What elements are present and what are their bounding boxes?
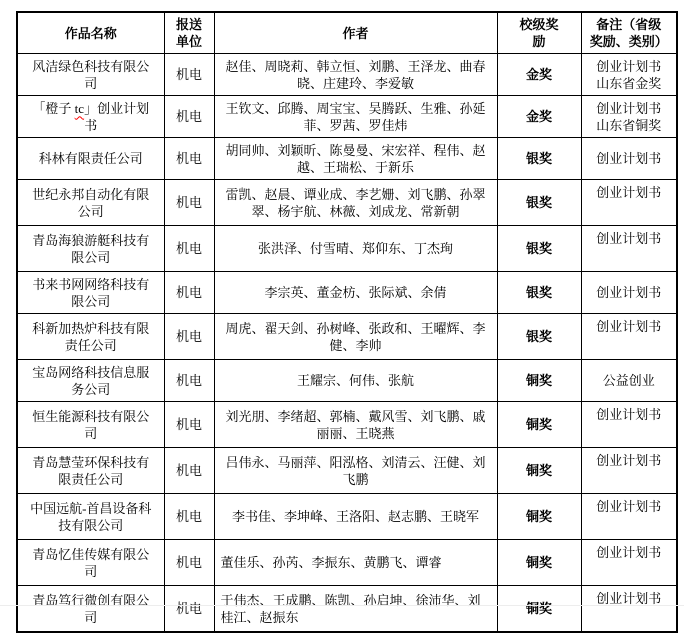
table-row bbox=[17, 360, 677, 402]
table-row bbox=[17, 586, 677, 633]
unit-cell: 机电 bbox=[164, 540, 214, 586]
work-name-cell: 青岛笃行微创有限公司 bbox=[17, 586, 164, 633]
authors-cell: 董佳乐、孙芮、李振东、黄鹏飞、谭睿 bbox=[214, 540, 497, 586]
header-line: 校级奖 bbox=[519, 17, 559, 32]
note-line: 山东省铜奖 bbox=[596, 117, 662, 133]
table-row bbox=[17, 402, 677, 448]
authors-cell: 胡同帅、刘颖昕、陈曼曼、宋宏祥、程伟、赵越、王瑞松、于新乐 bbox=[214, 138, 497, 180]
page-edge-divider bbox=[0, 605, 684, 606]
award-cell: 铜奖 bbox=[497, 402, 581, 448]
table-row bbox=[17, 96, 677, 138]
authors-cell: 赵佳、周晓莉、韩立恒、刘鹏、王泽龙、曲春晓、庄建玲、李爱敏 bbox=[214, 54, 497, 96]
authors-cell: 李书佳、李坤峰、王洛阳、赵志鹏、王晓军 bbox=[214, 494, 497, 540]
note-cell bbox=[581, 448, 677, 494]
award-cell: 铜奖 bbox=[497, 494, 581, 540]
authors-cell: 雷凯、赵晨、谭业成、李艺姗、刘飞鹏、孙翠翠、杨宇航、林薇、刘成龙、常新朝 bbox=[214, 180, 497, 226]
unit-cell: 机电 bbox=[164, 272, 214, 314]
unit-cell: 机电 bbox=[164, 96, 214, 138]
unit-cell: 机电 bbox=[164, 494, 214, 540]
authors-cell: 王耀宗、何伟、张航 bbox=[214, 360, 497, 402]
note-line: 创业计划书 bbox=[596, 453, 662, 468]
note-line: 创业计划书 bbox=[596, 319, 662, 334]
authors-cell: 吕伟永、马丽萍、阳泓格、刘清云、汪健、刘飞鹏 bbox=[214, 448, 497, 494]
work-name-cell: 恒生能源科技有限公司 bbox=[17, 402, 164, 448]
authors-cell: 李宗英、董金枋、张际斌、余倩 bbox=[214, 272, 497, 314]
header-line: 作者 bbox=[342, 25, 369, 41]
note-line: 创业计划书 bbox=[596, 545, 662, 560]
header-line: 备注（省级 bbox=[596, 17, 662, 32]
table-row bbox=[17, 180, 677, 226]
work-name-cell: 中国远航-首昌设备科技有限公司 bbox=[17, 494, 164, 540]
table-row bbox=[17, 272, 677, 314]
work-name-cell: 青岛忆佳传媒有限公司 bbox=[17, 540, 164, 586]
note-line: 创业计划书 bbox=[596, 58, 662, 74]
unit-cell: 机电 bbox=[164, 138, 214, 180]
note-line: 公益创业 bbox=[602, 373, 655, 388]
header-row bbox=[17, 12, 677, 54]
award-cell: 银奖 bbox=[497, 180, 581, 226]
note-cell bbox=[581, 272, 677, 314]
note-cell bbox=[581, 138, 677, 180]
note-cell bbox=[581, 402, 677, 448]
header-line: 奖励、类别） bbox=[589, 34, 668, 49]
work-name-part: 「橙子 bbox=[32, 100, 75, 116]
column-header-note bbox=[581, 12, 677, 54]
note-line: 创业计划书 bbox=[596, 100, 662, 116]
unit-cell: 机电 bbox=[164, 180, 214, 226]
unit-cell: 机电 bbox=[164, 54, 214, 96]
note-line: 创业计划书 bbox=[596, 231, 662, 246]
header-line: 单位 bbox=[175, 34, 202, 49]
header-line: 励 bbox=[532, 34, 546, 49]
note-line: 山东省金奖 bbox=[596, 75, 662, 91]
award-cell: 铜奖 bbox=[497, 586, 581, 633]
work-name-cell: 科林有限责任公司 bbox=[17, 138, 164, 180]
unit-cell: 机电 bbox=[164, 226, 214, 272]
work-name-cell: 宝岛网络科技信息服务公司 bbox=[17, 360, 164, 402]
spellcheck-marked-text: tc bbox=[74, 100, 85, 116]
table-row bbox=[17, 138, 677, 180]
note-cell bbox=[581, 96, 677, 138]
award-cell: 银奖 bbox=[497, 314, 581, 360]
note-line: 创业计划书 bbox=[596, 285, 662, 300]
authors-cell: 张洪泽、付雪晴、郑仰东、丁杰珣 bbox=[214, 226, 497, 272]
work-name-cell bbox=[17, 96, 164, 138]
note-cell bbox=[581, 494, 677, 540]
award-cell: 铜奖 bbox=[497, 540, 581, 586]
table-row bbox=[17, 540, 677, 586]
authors-cell: 周虎、翟天剑、孙树峰、张政和、王曜辉、李健、李帅 bbox=[214, 314, 497, 360]
award-cell: 银奖 bbox=[497, 226, 581, 272]
unit-cell: 机电 bbox=[164, 314, 214, 360]
table-row bbox=[17, 314, 677, 360]
note-cell bbox=[581, 54, 677, 96]
award-cell: 金奖 bbox=[497, 96, 581, 138]
work-name-part: 」创业计划书 bbox=[84, 100, 150, 133]
table-row bbox=[17, 494, 677, 540]
note-cell bbox=[581, 360, 677, 402]
authors-cell: 于伟杰、王成鹏、陈凯、孙启坤、徐沛华、刘桂江、赵振东 bbox=[214, 586, 497, 633]
column-header-school-award bbox=[497, 12, 581, 54]
work-name-cell: 科新加热炉科技有限责任公司 bbox=[17, 314, 164, 360]
awards-table bbox=[16, 11, 678, 633]
award-cell: 银奖 bbox=[497, 272, 581, 314]
note-cell bbox=[581, 586, 677, 633]
note-cell bbox=[581, 314, 677, 360]
note-cell bbox=[581, 540, 677, 586]
work-name-cell: 青岛慧莹环保科技有限责任公司 bbox=[17, 448, 164, 494]
column-header-submitting-unit bbox=[164, 12, 214, 54]
unit-cell: 机电 bbox=[164, 402, 214, 448]
work-name-cell: 风洁绿色科技有限公司 bbox=[17, 54, 164, 96]
work-name-cell: 青岛海狼游艇科技有限公司 bbox=[17, 226, 164, 272]
note-line: 创业计划书 bbox=[596, 499, 662, 514]
note-cell bbox=[581, 180, 677, 226]
column-header-authors bbox=[214, 12, 497, 54]
column-header-work-name bbox=[17, 12, 164, 54]
note-line: 创业计划书 bbox=[596, 185, 662, 200]
work-name-cell: 书来书网网络科技有限公司 bbox=[17, 272, 164, 314]
unit-cell: 机电 bbox=[164, 586, 214, 633]
note-cell bbox=[581, 226, 677, 272]
authors-cell: 刘光朋、李绪超、郭楠、戴风雪、刘飞鹏、戚丽丽、王晓燕 bbox=[214, 402, 497, 448]
work-name-cell: 世纪永邦自动化有限公司 bbox=[17, 180, 164, 226]
table-row bbox=[17, 448, 677, 494]
award-cell: 铜奖 bbox=[497, 448, 581, 494]
note-line: 创业计划书 bbox=[596, 151, 662, 166]
header-line: 报送 bbox=[175, 17, 202, 32]
note-line: 创业计划书 bbox=[596, 591, 662, 606]
unit-cell: 机电 bbox=[164, 448, 214, 494]
award-cell: 金奖 bbox=[497, 54, 581, 96]
note-line: 创业计划书 bbox=[596, 407, 662, 422]
table-row bbox=[17, 226, 677, 272]
authors-cell: 王钦文、邱腾、周宝宝、吴腾跃、生雅、孙延菲、罗茜、罗佳炜 bbox=[214, 96, 497, 138]
unit-cell: 机电 bbox=[164, 360, 214, 402]
header-line: 作品名称 bbox=[64, 25, 117, 41]
award-cell: 银奖 bbox=[497, 138, 581, 180]
award-cell: 铜奖 bbox=[497, 360, 581, 402]
table-row bbox=[17, 54, 677, 96]
